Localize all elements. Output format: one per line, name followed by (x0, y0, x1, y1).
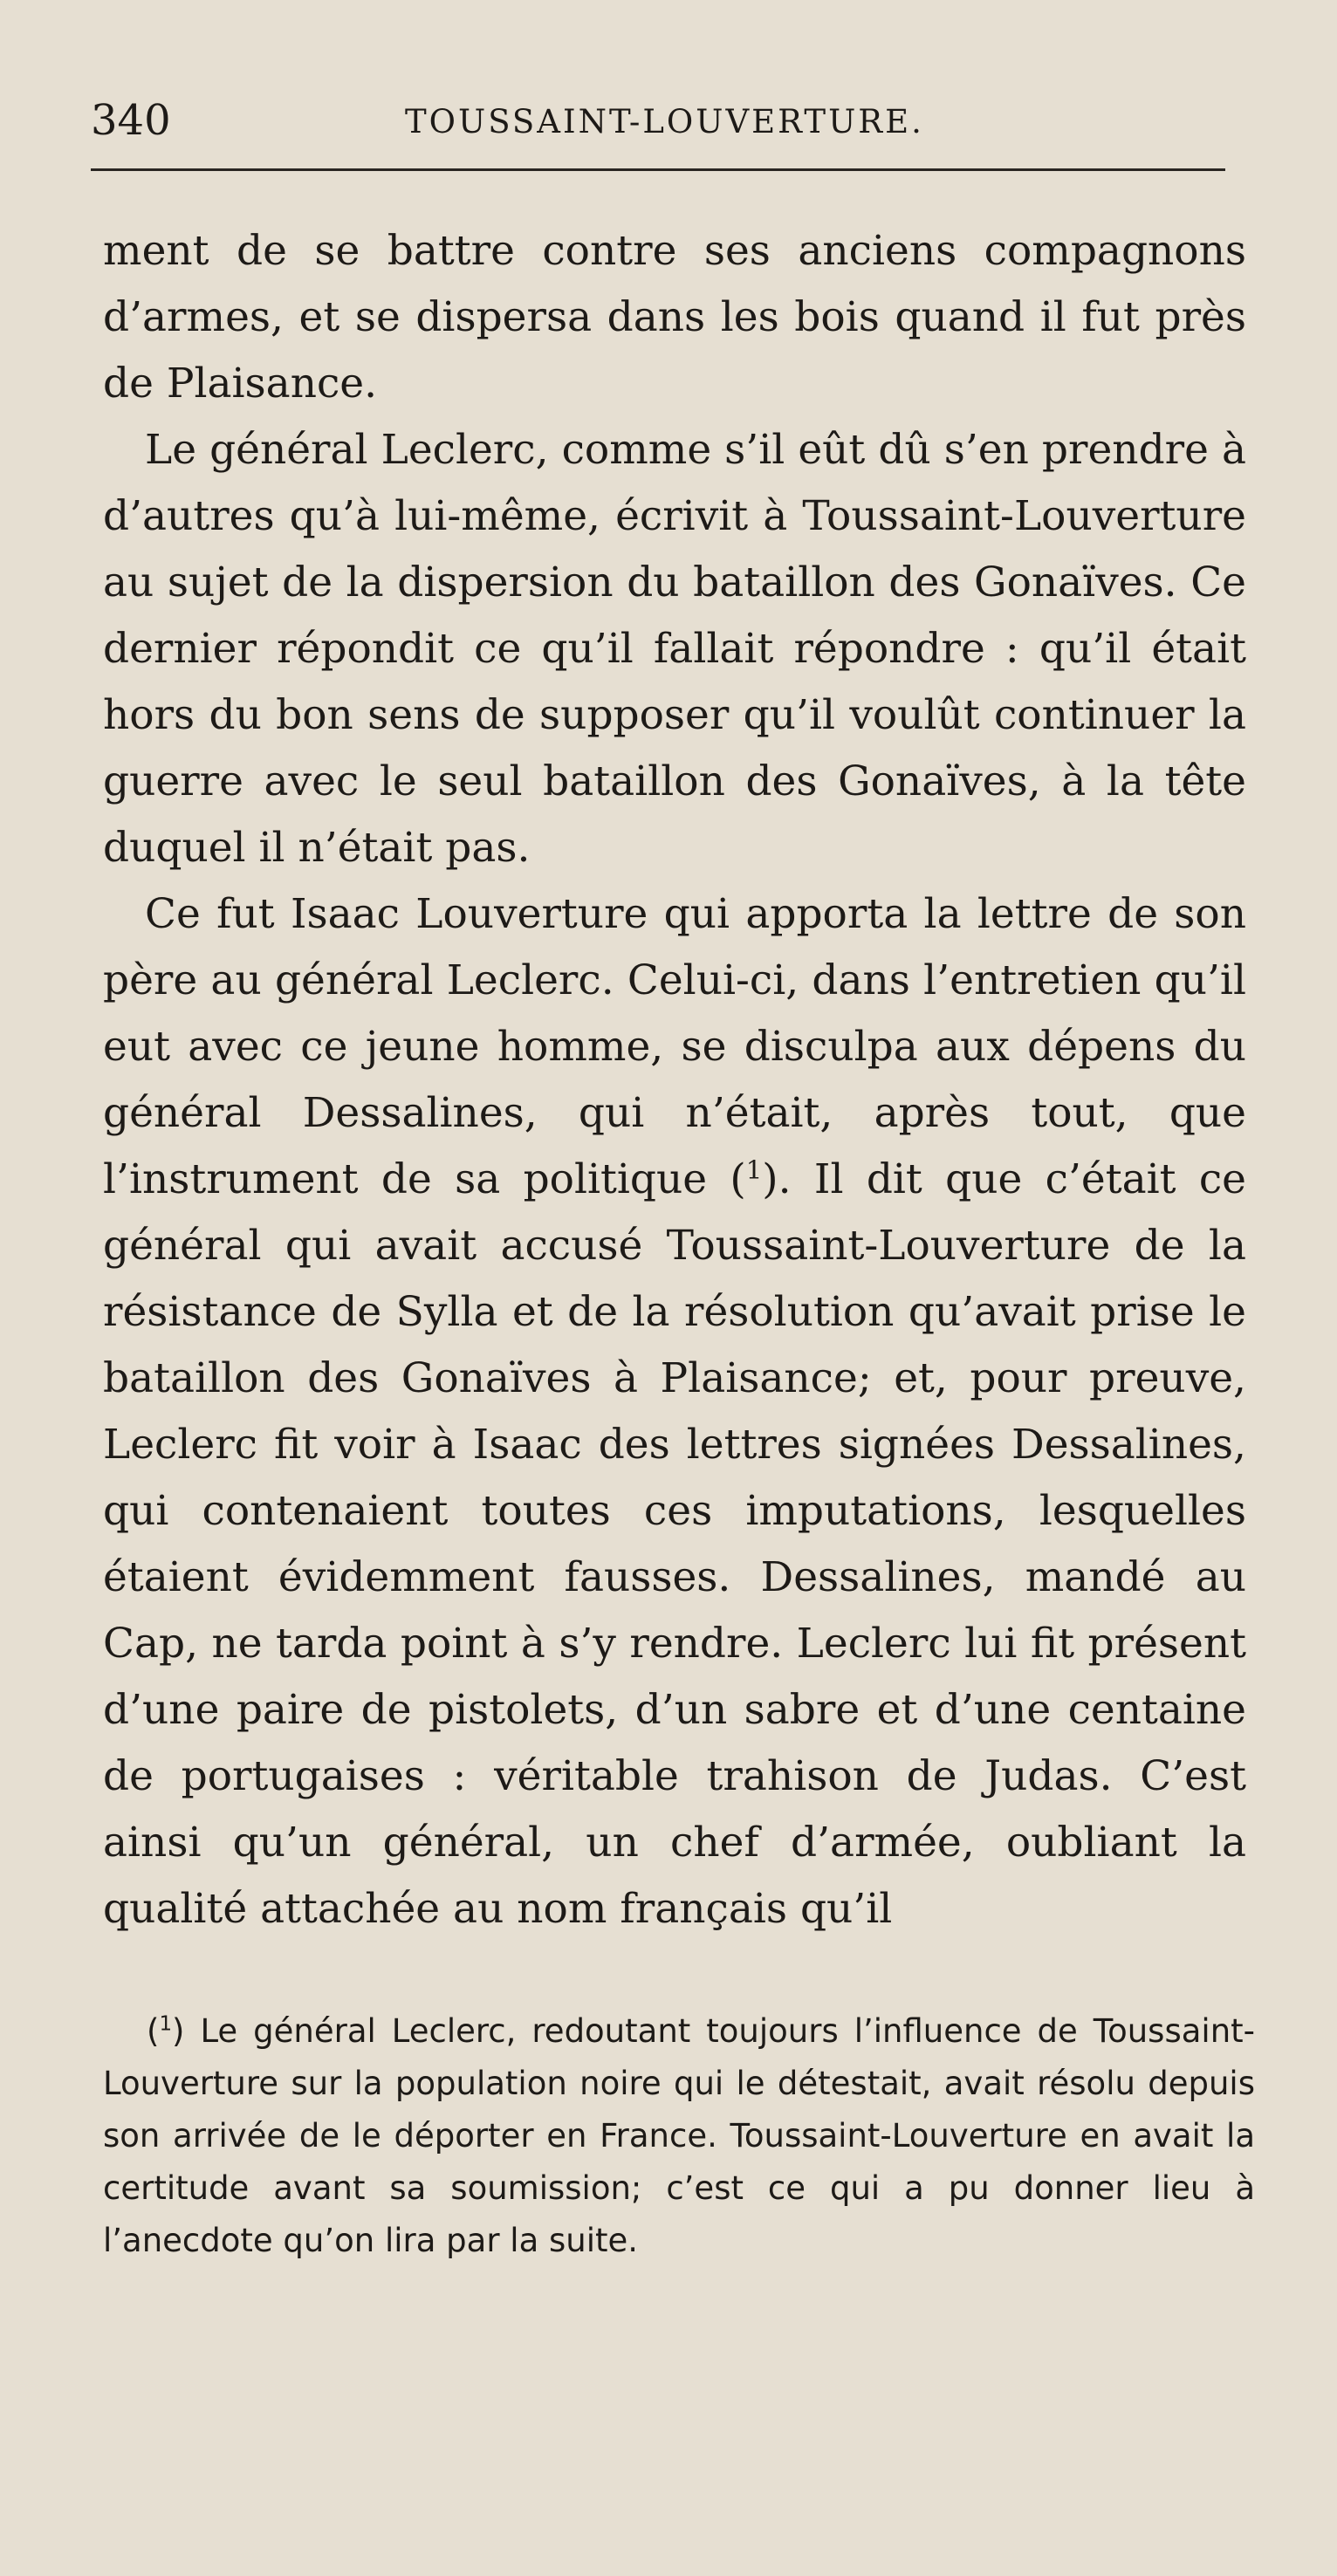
footnote-1 (103, 2005, 1255, 2267)
footnote-open-paren: ( (147, 2012, 160, 2050)
paragraph-2: Le général Leclerc, comme s’il eût dû s’en prendre à d’autres qu’à lui-même, écrivit à Toussaint-Louverture au sujet de la dispersion du bataillon des Gonaïves. Ce dernier répondit ce qu’il fallait répondre : qu’il était hors du bon sens de supposer qu’il voulût continuer la guerre avec le seul bataillon des Gonaïves, à la tête duquel il n’était pas. (103, 426, 1246, 872)
page-number: 340 (91, 96, 171, 145)
paragraph-3 (103, 881, 1246, 1942)
paragraph-3-part-1: Ce fut Isaac Louverture qui apporta la lettre de son père au général Leclerc. Celui-ci, dans l’entretien qu’il eut avec ce jeune homme, se disculpa aux dépens du général Dessalines, qui n’était, après tout, que l’instrument de sa politique ( (103, 890, 1246, 1203)
body-text (103, 218, 1246, 1942)
paragraph-1: ment de se battre contre ses anciens compagnons d’armes, et se dispersa dans les bois quand il fut près de Plaisance. (103, 227, 1246, 408)
footnotes (103, 2005, 1255, 2267)
footnote-reference: 1 (745, 1154, 763, 1185)
footnote-marker: 1 (159, 2012, 173, 2036)
paragraph-3-part-2: ). Il dit que c’était ce général qui avait accusé Toussaint-Louverture de la résistance de Sylla et de la résolution qu’avait prise le bataillon des Gonaïves à Plaisance; et, pour preuve, Leclerc fit voir à Isaac des lettres signées Dessalines, qui contenaient toutes ces imputations, lesquelles étaient évidemment fausses. Dessalines, mandé au Cap, ne tarda point à s’y rendre. Leclerc lui fit présent d’une paire de pistolets, d’un sabre et d’une centaine de portugaises : véritable trahison de Judas. C’est ainsi qu’un général, un chef d’armée, oubliant la qualité attachée au nom français qu’il (103, 1155, 1246, 1933)
footnote-text: Le général Leclerc, redoutant toujours l’influence de Toussaint-Louverture sur la population noire qui le détestait, avait résolu depuis son arrivée de le déporter en France. Toussaint-Louverture en avait la certitude avant sa soumission; c’est ce qui a pu donner lieu à l’anecdote qu’on lira par la suite. (103, 2012, 1255, 2259)
footnote-close-paren: ) (172, 2012, 185, 2050)
running-title: TOUSSAINT-LOUVERTURE. (405, 103, 924, 140)
header-rule (91, 168, 1225, 171)
running-head (91, 94, 1225, 147)
